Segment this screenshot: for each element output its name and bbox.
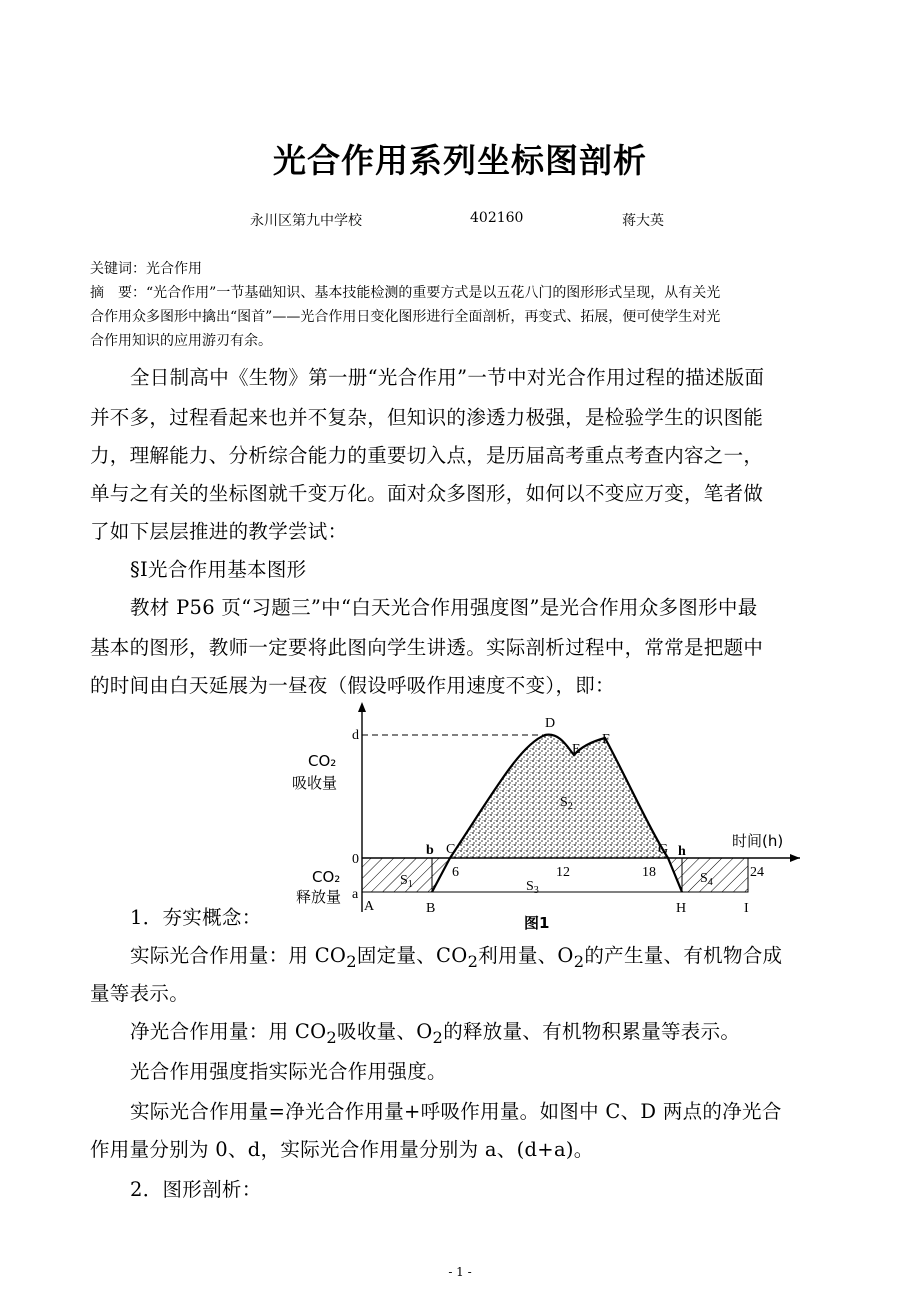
definition-line: 实际光合作用量=净光合作用量+呼吸作用量。如图中 C、D 两点的净光合 bbox=[130, 1100, 782, 1123]
intro-line: 全日制高中《生物》第一册“光合作用”一节中对光合作用过程的描述版面 bbox=[130, 366, 765, 389]
y-axis-arrow bbox=[358, 702, 366, 712]
definition-line: 光合作用强度指实际光合作用强度。 bbox=[130, 1060, 447, 1083]
photosynthesis-figure bbox=[280, 700, 800, 940]
x-axis-arrow bbox=[790, 854, 800, 862]
x-tick-24: 24 bbox=[750, 865, 764, 880]
author-name: 蒋大英 bbox=[622, 213, 664, 229]
paragraph-line: 教材 P56 页“习题三”中“白天光合作用强度图”是光合作用众多图形中最 bbox=[130, 596, 758, 619]
x-tick-18: 18 bbox=[642, 865, 656, 880]
item-heading: 2．图形剖析： bbox=[130, 1178, 262, 1201]
region-s2-label: $S_2$ bbox=[560, 795, 573, 812]
intro-line: 力，理解能力、分析综合能力的重要切入点，是历届高考重点考查内容之一， bbox=[90, 444, 764, 467]
x-tick-12: 12 bbox=[556, 865, 570, 880]
y-label-bottom-1: CO₂ bbox=[312, 868, 341, 886]
point-e: E bbox=[572, 742, 581, 757]
author-code: 402160 bbox=[470, 210, 524, 226]
definition-line: 作用量分别为 0、d，实际光合作用量分别为 a、(d+a)。 bbox=[90, 1138, 594, 1161]
y-label-top-2: 吸收量 bbox=[292, 774, 338, 792]
tick-a: a bbox=[352, 887, 359, 902]
point-a: A bbox=[364, 899, 375, 914]
x-axis-label: 时间(h) bbox=[732, 832, 784, 850]
section-heading: §Ⅰ光合作用基本图形 bbox=[130, 558, 307, 581]
intro-line: 了如下层层推进的教学尝试： bbox=[90, 520, 348, 543]
page-number: - 1 - bbox=[448, 1265, 472, 1279]
tick-0: 0 bbox=[352, 852, 359, 867]
paragraph-line: 的时间由白天延展为一昼夜（假设呼吸作用速度不变），即： bbox=[90, 674, 615, 697]
point-d: D bbox=[545, 716, 556, 731]
y-label-bottom-2: 释放量 bbox=[296, 888, 342, 906]
point-f: F bbox=[602, 732, 610, 747]
respiration-area-s1 bbox=[362, 858, 432, 892]
point-i: I bbox=[744, 901, 749, 916]
point-c: C bbox=[446, 842, 456, 857]
region-s4-label: $S_4$ bbox=[700, 871, 713, 888]
abstract-line: 摘 要：“光合作用”一节基础知识、基本技能检测的重要方式是以五花八门的图形形式呈现，从有关光 bbox=[90, 285, 721, 301]
abstract-line: 合作用众多图形中擒出“图首”——光合作用日变化图形进行全面剖析，再变式、拓展，便可使学生对光 bbox=[90, 309, 721, 325]
point-h-lower: h bbox=[678, 844, 686, 859]
item-heading: 1．夯实概念： bbox=[130, 906, 262, 929]
y-label-top-1: CO₂ bbox=[308, 752, 337, 770]
figure-caption: 图1 bbox=[524, 914, 550, 932]
x-tick-6: 6 bbox=[452, 865, 459, 880]
paragraph-line: 基本的图形，教师一定要将此图向学生讲透。实际剖析过程中，常常是把题中 bbox=[90, 636, 764, 659]
intro-line: 单与之有关的坐标图就千变万化。面对众多图形，如何以不变应万变，笔者做 bbox=[90, 482, 764, 505]
region-s3-label: $S_3$ bbox=[526, 879, 539, 896]
tick-d: d bbox=[352, 728, 359, 743]
point-b: B bbox=[426, 901, 436, 916]
keywords: 关键词：光合作用 bbox=[90, 261, 202, 277]
point-h: H bbox=[676, 901, 687, 916]
definition-line: 净光合作用量：用 $CO_2$吸收量、$O_2$的释放量、有机物积累量等表示。 bbox=[130, 1020, 741, 1047]
respiration-area-s4 bbox=[682, 858, 748, 892]
page-title: 光合作用系列坐标图剖析 bbox=[273, 141, 647, 180]
definition-line: 实际光合作用量：用 $CO_2$固定量、$CO_2$利用量、$O_2$的产生量、有机物合成 bbox=[130, 944, 783, 971]
point-g: G bbox=[658, 842, 669, 857]
definition-line: 量等表示。 bbox=[90, 982, 190, 1005]
intro-line: 并不多，过程看起来也并不复杂，但知识的渗透力极强，是检验学生的识图能 bbox=[90, 406, 764, 429]
point-b-lower: b bbox=[426, 843, 434, 858]
abstract-line: 合作用知识的应用游刃有余。 bbox=[90, 333, 272, 349]
author-school: 永川区第九中学校 bbox=[250, 213, 362, 229]
region-s1-label: $S_1$ bbox=[400, 873, 413, 890]
